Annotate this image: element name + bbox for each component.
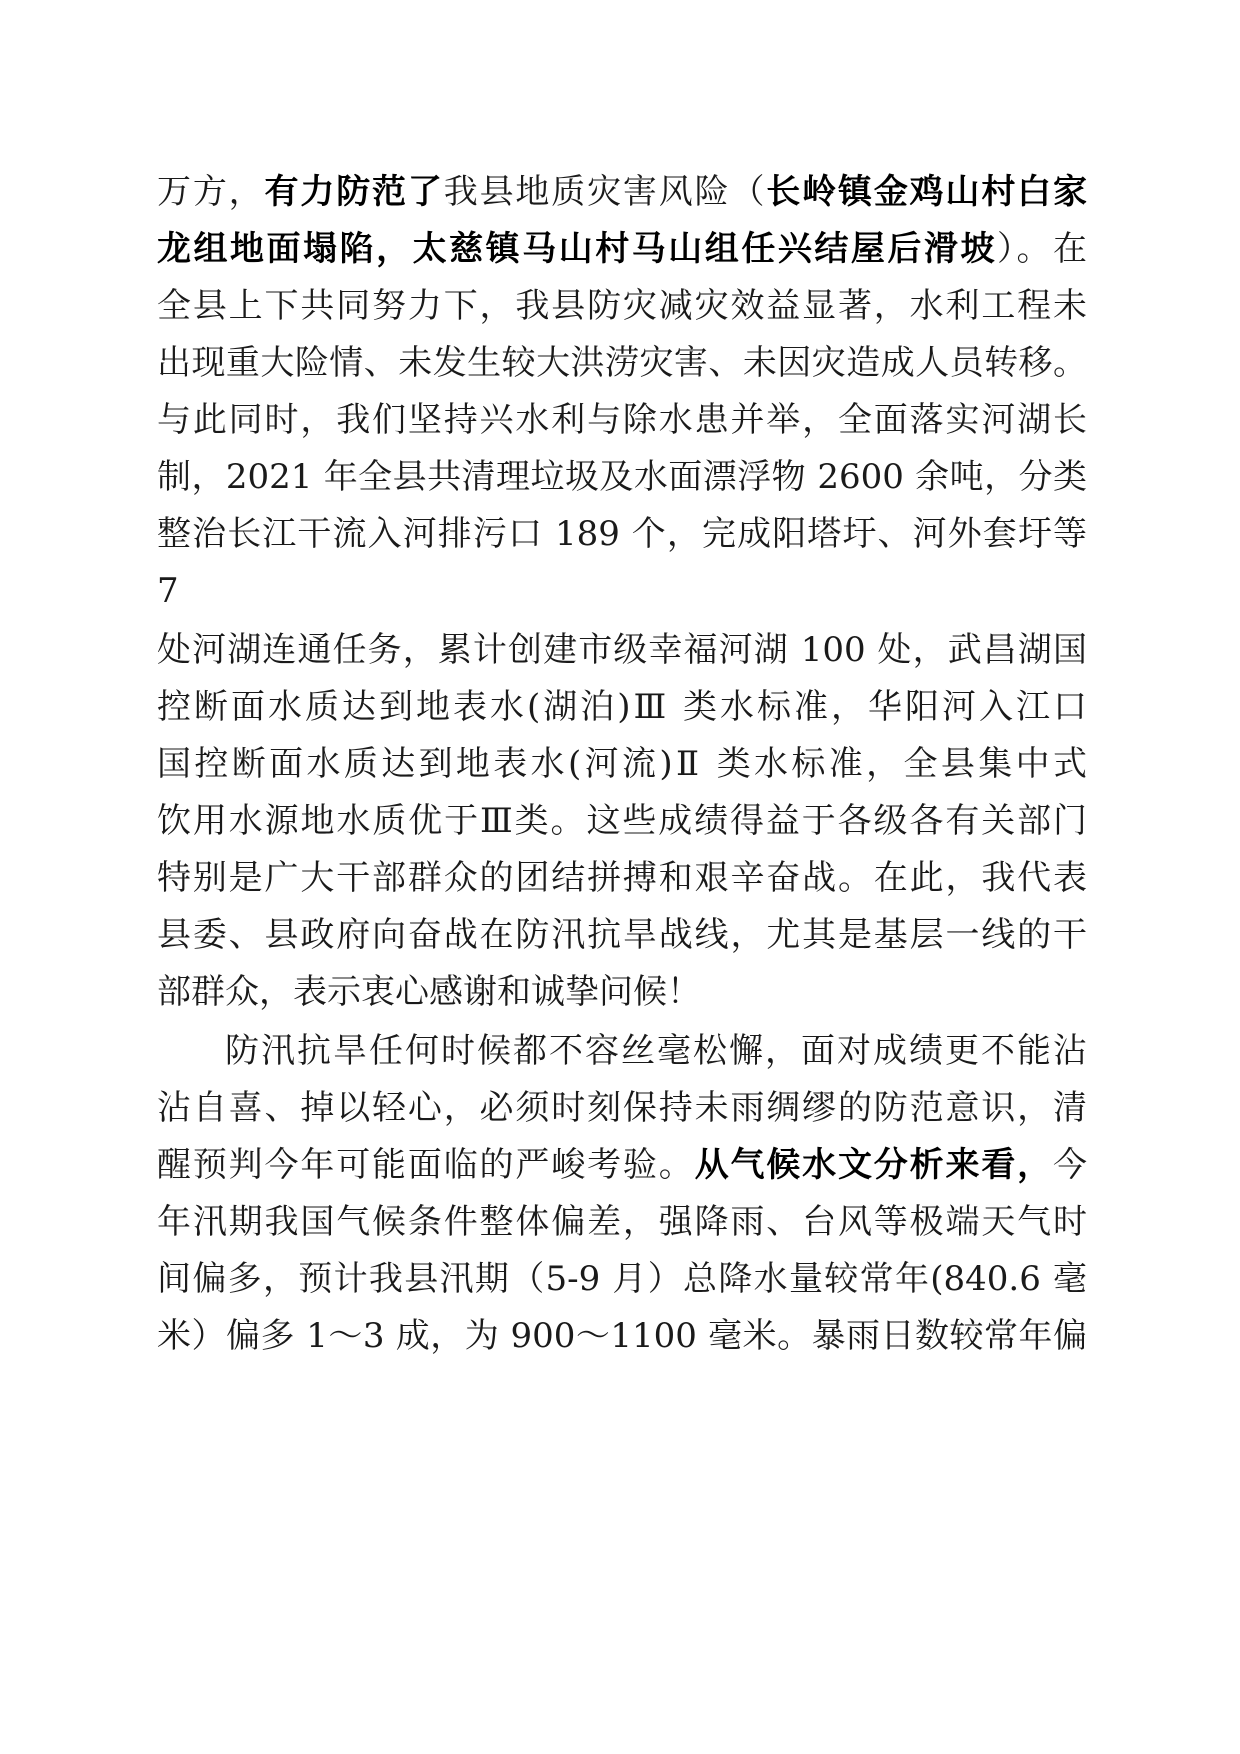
text-line-8: 7 — [157, 571, 179, 611]
text-line-13: 特别是广大干部群众的团结拼搏和艰辛奋战。在此，我代表 — [157, 858, 1087, 898]
text-line-4: 出现重大险情、未发生较大洪涝灾害、未因灾造成人员转移。 — [157, 343, 1087, 383]
text-line-10: 控断面水质达到地表水(湖泊)Ⅲ 类水标准，华阳河入江口 — [157, 687, 1087, 727]
text-line-6: 制，2021 年全县共清理垃圾及水面漂浮物 2600 余吨，分类 — [157, 457, 1087, 497]
text-line-2 — [157, 219, 1087, 279]
bold-phrase: 有力防范了 — [264, 172, 444, 212]
text-run: ）。在 — [996, 229, 1087, 269]
text-run: 我县地质灾害风险（ — [443, 172, 767, 212]
bold-phrase: 长岭镇金鸡山村白家 — [766, 172, 1087, 212]
text-line-11: 国控断面水质达到地表水(河流)Ⅱ 类水标准，全县集中式 — [157, 744, 1087, 784]
text-line-19: 年汛期我国气候条件整体偏差，强降雨、台风等极端天气时 — [157, 1202, 1087, 1242]
text-line-21: 米）偏多 1～3 成，为 900～1100 毫米。暴雨日数较常年偏 — [157, 1316, 1087, 1356]
text-run: 万方， — [157, 172, 265, 212]
text-line-14: 县委、县政府向奋战在防汛抗旱战线，尤其是基层一线的干 — [157, 915, 1087, 955]
text-line-3: 全县上下共同努力下，我县防灾减灾效益显著，水利工程未 — [157, 286, 1087, 326]
text-line-7: 整治长江干流入河排污口 189 个，完成阳塔圩、河外套圩等 — [157, 514, 1087, 554]
text-line-18 — [157, 1135, 1087, 1195]
text-line-16: 防汛抗旱任何时候都不容丝毫松懈，面对成绩更不能沾 — [225, 1031, 1087, 1071]
text-line-20: 间偏多，预计我县汛期（5-9 月）总降水量较常年(840.6 毫 — [157, 1259, 1087, 1299]
text-run: 今 — [1053, 1145, 1087, 1185]
bold-phrase: 从气候水文分析来看， — [694, 1145, 1054, 1185]
text-line-17: 沾自喜、掉以轻心，必须时刻保持未雨绸缪的防范意识，清 — [157, 1088, 1087, 1128]
text-run: 醒预判今年可能面临的严峻考验。 — [157, 1145, 695, 1185]
text-line-5: 与此同时，我们坚持兴水利与除水患并举，全面落实河湖长 — [157, 400, 1087, 440]
text-line-1 — [157, 162, 1087, 222]
text-line-12: 饮用水源地水质优于Ⅲ类。这些成绩得益于各级各有关部门 — [157, 801, 1087, 841]
text-line-9: 处河湖连通任务，累计创建市级幸福河湖 100 处，武昌湖国 — [157, 630, 1087, 670]
text-line-15: 部群众，表示衷心感谢和诚挚问候！ — [157, 972, 701, 1012]
bold-phrase: 龙组地面塌陷，太慈镇马山村马山组任兴结屋后滑坡 — [157, 229, 997, 269]
